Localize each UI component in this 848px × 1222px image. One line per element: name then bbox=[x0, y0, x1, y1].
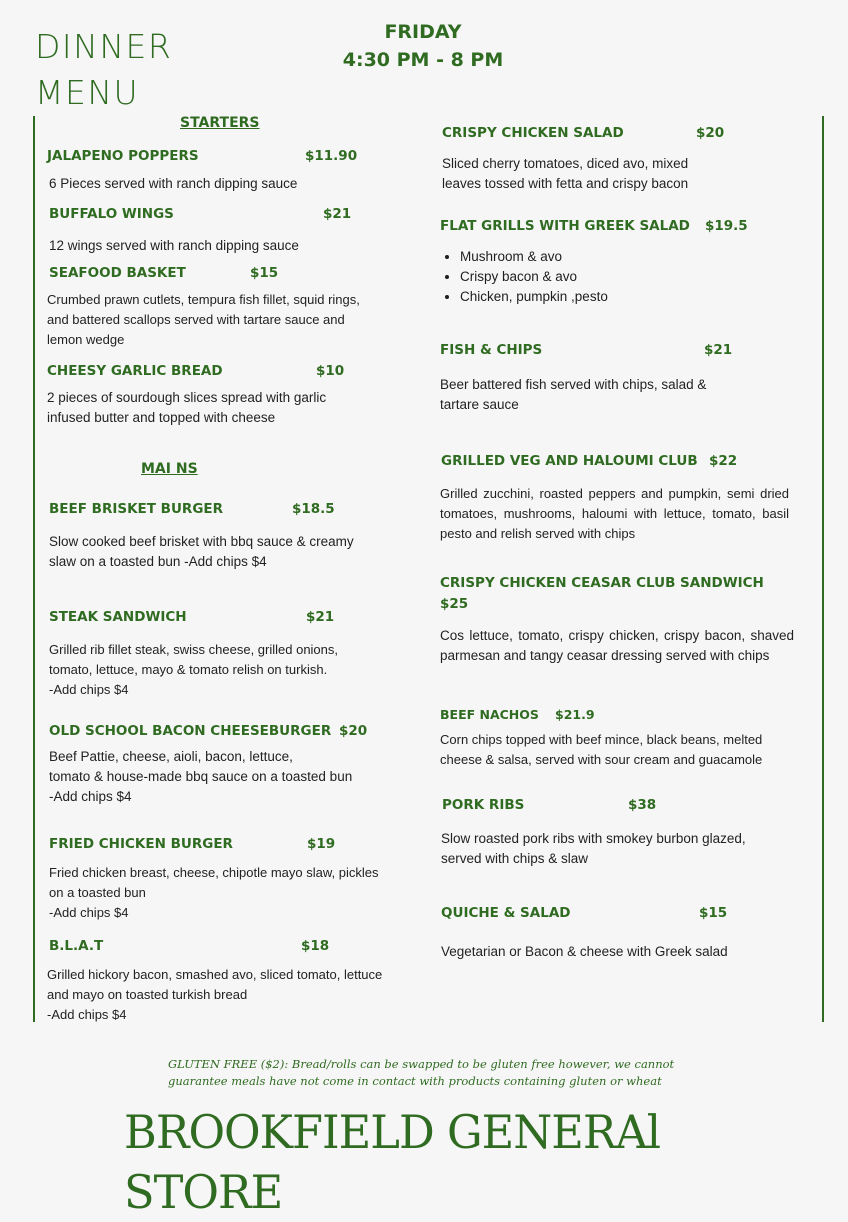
gluten-free-note: GLUTEN FREE ($2): Bread/rolls can be swapped to be gluten free however, we cannot guarantee meals have not come in contact with products containing gluten or wheat bbox=[168, 1057, 675, 1088]
item-name: B.L.A.T bbox=[49, 938, 104, 954]
menu-title-line2: MENU bbox=[35, 73, 140, 112]
item-price: $21 bbox=[704, 342, 733, 358]
left-divider-line bbox=[33, 116, 35, 1022]
item-name: STEAK SANDWICH bbox=[49, 609, 187, 625]
item-description: Grilled hickory bacon, smashed avo, sliced tomato, lettuce and mayo on toasted turkish bread -Add chips $4 bbox=[47, 967, 383, 1022]
item-price: $18 bbox=[301, 938, 330, 954]
item-price: $10 bbox=[316, 363, 345, 379]
item-name: BUFFALO WINGS bbox=[49, 206, 174, 222]
item-price: $19 bbox=[307, 836, 336, 852]
item-description: Vegetarian or Bacon & cheese with Greek salad bbox=[441, 944, 728, 959]
right-divider-line bbox=[822, 116, 824, 1022]
item-price: $38 bbox=[628, 797, 657, 813]
item-description: Grilled zucchini, roasted peppers and pumpkin, semi dried tomatoes, mushrooms, haloumi with lettuce, tomato, basil pesto and relish served with chips bbox=[440, 486, 789, 541]
item-description: 12 wings served with ranch dipping sauce bbox=[49, 238, 299, 253]
item-price: $21 bbox=[306, 609, 335, 625]
item-option: • Mushroom & avo bbox=[460, 247, 608, 267]
item-name: BEEF NACHOS bbox=[440, 707, 539, 722]
menu-title-line1: DINNER bbox=[35, 27, 173, 66]
item-name: CRISPY CHICKEN SALAD bbox=[442, 125, 624, 141]
item-price: $20 bbox=[696, 125, 725, 141]
item-description: 2 pieces of sourdough slices spread with garlic infused butter and topped with cheese bbox=[47, 390, 327, 425]
item-name: JALAPENO POPPERS bbox=[47, 148, 199, 164]
item-name: FLAT GRILLS WITH GREEK SALAD bbox=[440, 218, 690, 234]
item-description: Beer battered fish served with chips, salad & tartare sauce bbox=[440, 377, 707, 412]
item-price: $15 bbox=[699, 905, 728, 921]
item-description: Beef Pattie, cheese, aioli, bacon, lettuce, tomato & house-made bbq sauce on a toasted bun -Add chips $4 bbox=[49, 749, 353, 804]
item-description: Slow roasted pork ribs with smokey burbon glazed, served with chips & slaw bbox=[441, 831, 746, 866]
item-description: Slow cooked beef brisket with bbq sauce & creamy slaw on a toasted bun -Add chips $4 bbox=[49, 534, 354, 569]
item-price: $19.5 bbox=[705, 218, 748, 234]
item-description: 6 Pieces served with ranch dipping sauce bbox=[49, 176, 298, 191]
item-name: GRILLED VEG AND HALOUMI CLUB bbox=[441, 453, 698, 469]
item-name: OLD SCHOOL BACON CHEESEBURGER bbox=[49, 723, 332, 739]
item-options-list bbox=[440, 247, 608, 307]
item-name: PORK RIBS bbox=[442, 797, 525, 813]
menu-title bbox=[35, 24, 235, 116]
item-description: Fried chicken breast, cheese, chipotle mayo slaw, pickles on a toasted bun -Add chips $4 bbox=[49, 865, 379, 920]
item-price: $25 bbox=[440, 596, 469, 612]
item-description: Sliced cherry tomatoes, diced avo, mixed leaves tossed with fetta and crispy bacon bbox=[442, 156, 689, 191]
item-price: $21.9 bbox=[555, 707, 595, 722]
item-option: • Crispy bacon & avo bbox=[460, 267, 608, 287]
item-name: FRIED CHICKEN BURGER bbox=[49, 836, 233, 852]
item-name: FISH & CHIPS bbox=[440, 342, 543, 358]
item-name: QUICHE & SALAD bbox=[441, 905, 571, 921]
item-name: SEAFOOD BASKET bbox=[49, 265, 186, 281]
service-day: FRIDAY bbox=[384, 21, 462, 43]
item-price: $21 bbox=[323, 206, 352, 222]
item-price: $15 bbox=[250, 265, 279, 281]
item-price: $11.90 bbox=[305, 148, 358, 164]
item-price: $20 bbox=[339, 723, 368, 739]
section-heading-mains: MAI NS bbox=[141, 461, 198, 477]
item-option: • Chicken, pumpkin ,pesto bbox=[460, 287, 608, 307]
item-name: CHEESY GARLIC BREAD bbox=[47, 363, 223, 379]
item-price: $18.5 bbox=[292, 501, 335, 517]
item-name: CRISPY CHICKEN CEASAR CLUB SANDWICH bbox=[440, 575, 764, 591]
service-time: 4:30 PM - 8 PM bbox=[342, 49, 504, 71]
item-price: $22 bbox=[709, 453, 738, 469]
item-description: Crumbed prawn cutlets, tempura fish fillet, squid rings, and battered scallops served with tartare sauce and lemon wedge bbox=[47, 292, 360, 347]
item-name: BEEF BRISKET BURGER bbox=[49, 501, 224, 517]
store-name-logo: BROOKFIELD GENERAl STORE bbox=[124, 1105, 661, 1219]
section-heading-starters: STARTERS bbox=[180, 115, 260, 131]
item-description: Cos lettuce, tomato, crispy chicken, crispy bacon, shaved parmesan and tangy ceasar dressing served with chips bbox=[440, 628, 794, 663]
service-hours bbox=[330, 18, 516, 74]
item-description: Grilled rib fillet steak, swiss cheese, grilled onions, tomato, lettuce, mayo & tomato relish on turkish. -Add chips $4 bbox=[49, 642, 339, 697]
item-description: Corn chips topped with beef mince, black beans, melted cheese & salsa, served with sour cream and guacamole bbox=[440, 732, 763, 767]
